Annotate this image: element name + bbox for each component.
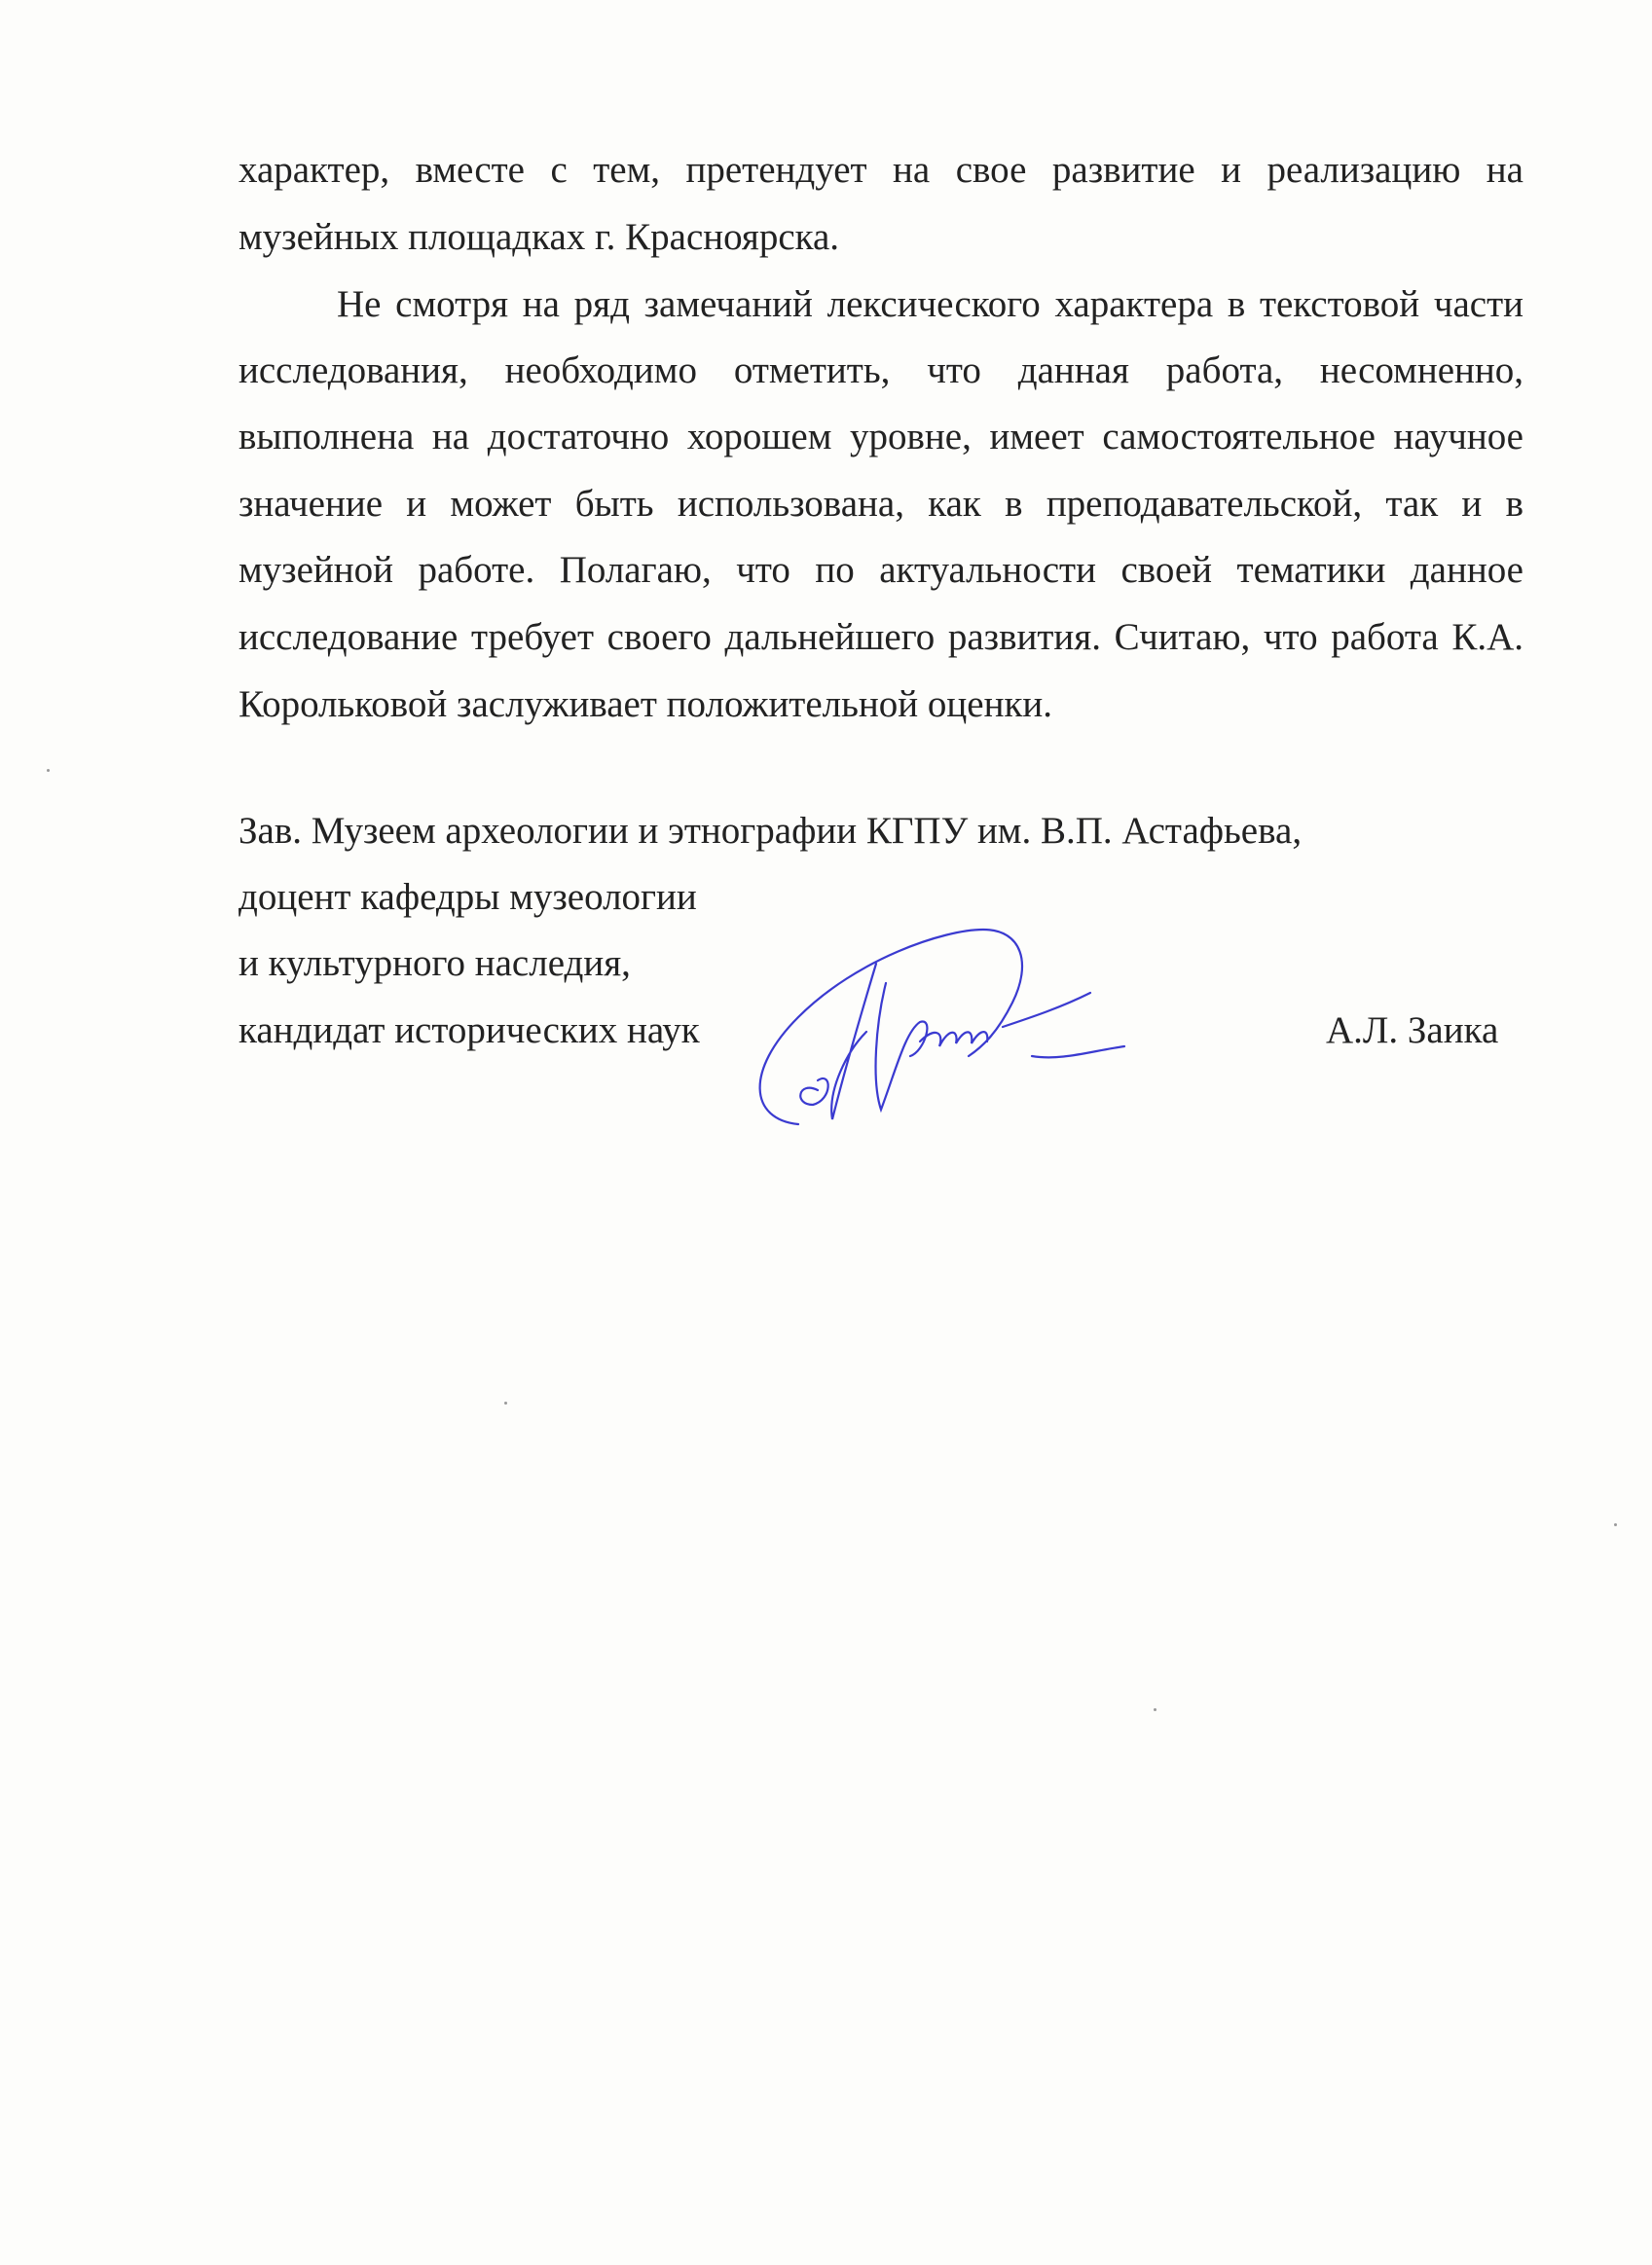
signer-name: А.Л. Заика: [1326, 1009, 1499, 1051]
body-line: Корольковой заслуживает положительной оценки.: [239, 683, 1053, 725]
signer-position: и культурного наследия,: [239, 942, 631, 984]
body-line: музейных площадках г. Красноярска.: [239, 216, 840, 258]
signer-degree: кандидат исторических наук: [239, 1009, 700, 1051]
scan-speck: [504, 1402, 507, 1405]
body-line: значение и может быть использована, как в преподавательской, так и в: [239, 483, 1524, 525]
body-line: музейной работе. Полагаю, что по актуальности своей тематики данное: [239, 549, 1524, 591]
body-line: исследования, необходимо отметить, что данная работа, несомненно,: [239, 349, 1524, 391]
scan-speck: [47, 769, 50, 772]
scan-speck: [1154, 1708, 1156, 1711]
body-line: выполнена на достаточно хорошем уровне, имеет самостоятельное научное: [239, 416, 1524, 457]
body-line: характер, вместе с тем, претендует на свое развитие и реализацию на: [239, 149, 1524, 191]
signer-position: доцент кафедры музеологии: [239, 876, 697, 918]
signer-position: Зав. Музеем археологии и этнографии КГПУ им. В.П. Астафьева,: [239, 810, 1303, 852]
body-line: исследование требует своего дальнейшего развития. Считаю, что работа К.А.: [239, 616, 1524, 658]
paragraph-first-line: Не смотря на ряд замечаний лексического характера в текстовой части: [337, 283, 1524, 325]
scan-speck: [1614, 1523, 1617, 1526]
handwritten-signature: [740, 925, 1227, 1139]
